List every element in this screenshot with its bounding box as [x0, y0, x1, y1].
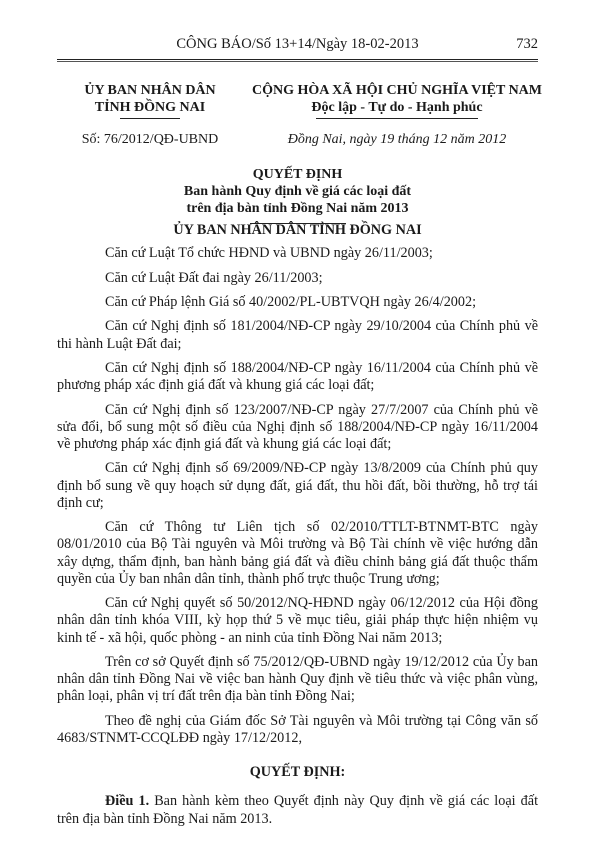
legal-basis-paragraph: Căn cứ Thông tư Liên tịch số 02/2010/TTLT-BTNMT-BTC ngày 08/01/2010 của Bộ Tài nguyên và Môi trường và Bộ Tài chính về việc hướng dẫn xây dựng, thẩm định, ban hành bảng giá đất và điều chỉnh bảng giá đất thuộc thẩm quyền của Ủy ban nhân dân tỉnh, thành phố trực thuộc Trung ương;	[57, 519, 538, 587]
legal-basis-paragraph: Theo đề nghị của Giám đốc Sở Tài nguyên và Môi trường tại Công văn số 4683/STNMT-CCQLĐĐ ngày 17/12/2012,	[57, 712, 538, 746]
legal-basis-paragraph: Căn cứ Nghị định số 123/2007/NĐ-CP ngày 27/7/2007 của Chính phủ về sửa đổi, bổ sung một số điều của Nghị định số 188/2004/NĐ-CP ngày 16/11/2004 về phương pháp xác định giá đất và khung giá các loại đất;	[57, 401, 538, 452]
header-double-rule	[57, 59, 538, 62]
document-body	[57, 222, 538, 835]
national-title: CỘNG HÒA XÃ HỘI CHỦ NGHĨA VIỆT NAM	[251, 83, 542, 98]
decides-heading: QUYẾT ĐỊNH:	[249, 764, 346, 781]
national-motto: Độc lập - Tự do - Hạnh phúc	[311, 100, 483, 115]
issuer-line-1: ỦY BAN NHÂN DÂN	[84, 83, 216, 98]
article-1-text: Ban hành kèm theo Quyết định này Quy định về giá các loại đất trên địa bàn tỉnh Đồng Nai năm 2013.	[57, 793, 539, 827]
legal-basis-paragraph: Căn cứ Nghị định số 181/2004/NĐ-CP ngày 29/10/2004 của Chính phủ về thi hành Luật Đất đai;	[57, 318, 538, 352]
page-number: 732	[516, 36, 538, 52]
legal-basis-paragraph: Trên cơ sở Quyết định số 75/2012/QĐ-UBND ngày 19/12/2012 của Ủy ban nhân dân tỉnh Đồng Nai về việc ban hành Quy định về tiêu thức và việc phân vùng, phân loại, phân vị trí đất trên địa bàn tỉnh Đồng Nai;	[57, 653, 538, 705]
legal-basis-paragraph: Căn cứ Nghị định số 188/2004/NĐ-CP ngày 16/11/2004 của Chính phủ về phương pháp xác định giá đất và khung giá các loại đất;	[57, 359, 538, 394]
decision-subject-line-1: Ban hành Quy định về giá các loại đất	[183, 184, 412, 199]
issuer-block	[62, 82, 238, 148]
issuing-authority-heading: ỦY BAN NHÂN DÂN TỈNH ĐỒNG NAI	[173, 222, 422, 238]
gazette-title: CÔNG BÁO/Số 13+14/Ngày 18-02-2013	[176, 36, 419, 52]
issuer-underline	[120, 118, 180, 119]
legal-basis-paragraph: Căn cứ Nghị quyết số 50/2012/NQ-HĐND ngày 06/12/2012 của Hội đồng nhân dân tỉnh khóa VIII, kỳ họp thứ 5 về mục tiêu, giải pháp thực hiện nhiệm vụ kinh tế - xã hội, quốc phòng - an ninh của tỉnh Đồng Nai năm 2013;	[57, 595, 538, 646]
legal-basis-paragraph: Căn cứ Pháp lệnh Giá số 40/2002/PL-UBTVQH ngày 26/4/2002;	[105, 293, 477, 310]
issuer-line-2: TỈNH ĐỒNG NAI	[94, 100, 206, 115]
decision-type: QUYẾT ĐỊNH	[252, 167, 343, 182]
place-date: Đồng Nai, ngày 19 tháng 12 năm 2012	[287, 132, 507, 147]
decision-subject-line-2: trên địa bàn tỉnh Đồng Nai năm 2013	[186, 201, 409, 216]
document-number: Số: 76/2012/QĐ-UBND	[81, 132, 219, 147]
decision-title-block	[57, 166, 538, 224]
motto-underline	[316, 118, 478, 119]
national-header-block	[238, 82, 556, 148]
legal-basis-paragraph: Căn cứ Luật Tổ chức HĐND và UBND ngày 26/11/2003;	[105, 245, 433, 262]
legal-basis-paragraph: Căn cứ Nghị định số 69/2009/NĐ-CP ngày 13/8/2009 của Chính phủ quy định bổ sung về quy hoạch sử dụng đất, giá đất, thu hồi đất, bồi thường, hỗ trợ tái định cư;	[57, 460, 538, 511]
article-1	[57, 793, 538, 827]
running-header	[57, 36, 538, 56]
article-1-label: Điều 1.	[105, 793, 150, 810]
legal-basis-paragraph: Căn cứ Luật Đất đai ngày 26/11/2003;	[105, 269, 323, 286]
